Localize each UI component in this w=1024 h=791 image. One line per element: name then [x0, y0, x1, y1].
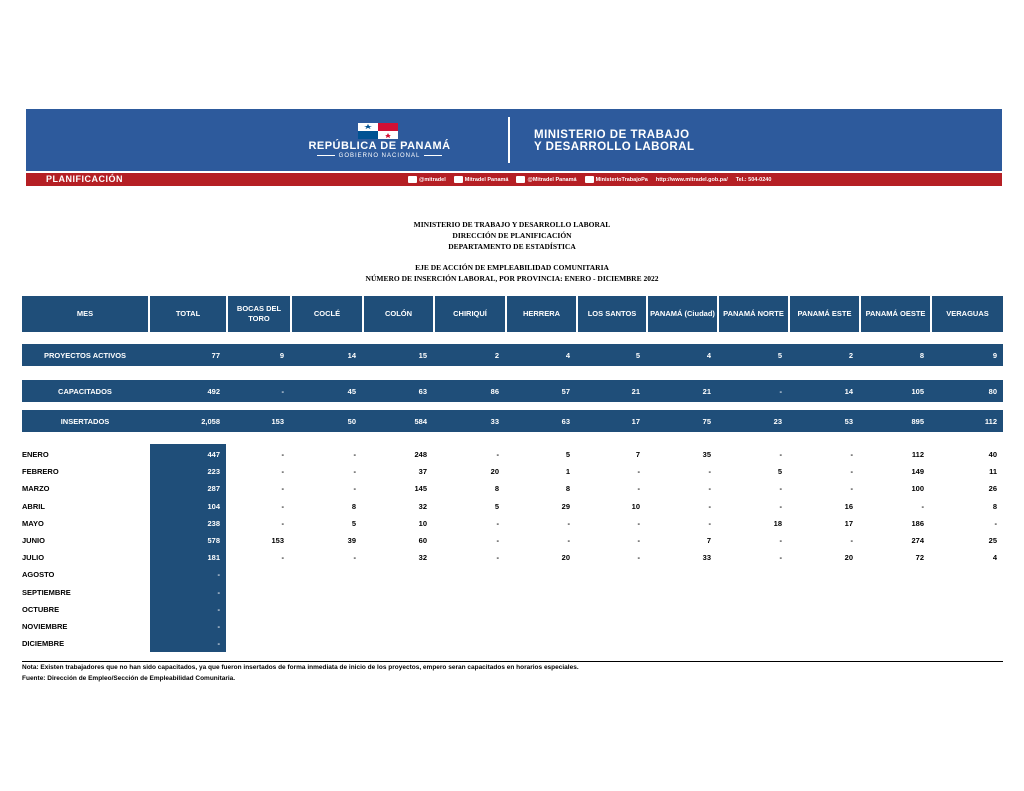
month-value: 72	[915, 553, 924, 563]
month-value: -	[281, 484, 284, 494]
summary-value: 492	[207, 386, 220, 396]
summary-value: 77	[211, 350, 220, 360]
month-row	[22, 463, 1003, 480]
column-header: PANAMÁ (Ciudad)	[648, 296, 717, 332]
month-value: -	[637, 467, 640, 477]
summary-value: 8	[919, 350, 924, 360]
ministerio-line1: MINISTERIO DE TRABAJO	[534, 129, 690, 141]
month-value: -	[850, 450, 853, 459]
month-value: -	[637, 553, 640, 563]
month-value: -	[281, 553, 284, 563]
summary-value: 63	[418, 386, 427, 396]
month-value: -	[779, 501, 782, 511]
month-value: -	[779, 450, 782, 459]
column-header: LOS SANTOS	[578, 296, 646, 332]
column-header: VERAGUAS	[932, 296, 1003, 332]
month-value: 5	[351, 518, 356, 528]
banner-top	[26, 109, 1002, 171]
column-header: TOTAL	[150, 296, 226, 332]
month-value: 39	[347, 536, 356, 545]
month-label: FEBRERO	[22, 467, 59, 477]
month-row	[22, 480, 1003, 497]
note-text: Nota: Existen trabajadores que no han sido capacitados, ya que fueron insertados de forma inmediata de inicio de los proyectos, empero seran capacitados en horarios especiales.	[22, 664, 579, 671]
summary-value: 895	[911, 416, 924, 426]
month-value: 100	[911, 484, 924, 494]
month-value: 35	[702, 450, 711, 459]
summary-value: 9	[992, 350, 997, 360]
month-label: ABRIL	[22, 501, 45, 511]
month-value: 11	[989, 467, 997, 477]
month-value: 7	[635, 450, 640, 459]
month-value: -	[496, 518, 499, 528]
month-label: NOVIEMBRE	[22, 622, 68, 631]
footer-rule	[22, 661, 1003, 662]
summary-value: 17	[631, 416, 640, 426]
title-numero: NÚMERO DE INSERCIÓN LABORAL, POR PROVINCIA: ENERO - DICIEMBRE 2022	[365, 274, 659, 283]
month-value: 25	[988, 536, 997, 545]
column-header: PANAMÁ NORTE	[719, 296, 788, 332]
month-value: -	[496, 536, 499, 545]
month-label: AGOSTO	[22, 570, 55, 580]
month-value: 60	[418, 536, 427, 545]
month-label: JULIO	[22, 553, 45, 563]
instagram-icon	[516, 176, 525, 183]
month-value: -	[496, 553, 499, 563]
ministerio-line2: Y DESARROLLO LABORAL	[534, 141, 695, 153]
summary-value: 50	[347, 416, 356, 426]
month-row	[22, 446, 1003, 463]
title-direccion: DIRECCIÓN DE PLANIFICACIÓN	[452, 231, 572, 240]
month-value: 32	[418, 553, 427, 563]
summary-value: 584	[414, 416, 427, 426]
month-value: 5	[565, 450, 570, 459]
summary-value: -	[779, 386, 782, 396]
month-value: 32	[418, 501, 427, 511]
month-value: -	[850, 467, 853, 477]
banner-separator	[508, 117, 510, 163]
month-value: 8	[565, 484, 570, 494]
month-label: ENERO	[22, 450, 49, 459]
summary-value: 2	[494, 350, 499, 360]
month-value: -	[708, 518, 711, 528]
month-total: 238	[207, 518, 220, 528]
summary-value: 23	[773, 416, 782, 426]
month-value: -	[708, 467, 711, 477]
month-value: -	[567, 518, 570, 528]
summary-value: 15	[418, 350, 427, 360]
youtube-icon	[585, 176, 594, 183]
summary-value: 21	[631, 386, 640, 396]
month-label: DICIEMBRE	[22, 639, 65, 649]
month-value: -	[567, 536, 570, 545]
month-value: 186	[911, 518, 924, 528]
month-value: 20	[490, 467, 499, 477]
month-row	[22, 566, 1003, 583]
month-label: SEPTIEMBRE	[22, 587, 71, 597]
summary-value: 33	[490, 416, 499, 426]
social-links	[408, 176, 771, 183]
twitter-icon	[408, 176, 417, 183]
summary-value: -	[281, 386, 284, 396]
social-instagram[interactable]: @Mitradel Panamá	[516, 176, 576, 183]
column-header: CHIRIQUÍ	[435, 296, 505, 332]
summary-value: 80	[988, 386, 997, 396]
month-total: -	[217, 639, 220, 649]
month-value: 18	[773, 518, 782, 528]
summary-value: 2,058	[201, 416, 220, 426]
month-row	[22, 549, 1003, 566]
month-value: 145	[414, 484, 427, 494]
month-value: 153	[271, 536, 284, 545]
month-value: -	[637, 518, 640, 528]
month-value: 7	[706, 536, 711, 545]
social-twitter[interactable]: @mitradel	[408, 176, 446, 183]
month-total: 447	[207, 450, 220, 459]
column-header: BOCAS DEL TORO	[228, 296, 290, 332]
month-label: OCTUBRE	[22, 604, 60, 614]
month-total: -	[217, 587, 220, 597]
summary-value: 5	[635, 350, 640, 360]
month-value: -	[496, 450, 499, 459]
column-header: COLÓN	[364, 296, 433, 332]
column-header: PANAMÁ ESTE	[790, 296, 859, 332]
title-block-1	[200, 219, 824, 252]
month-value: -	[281, 518, 284, 528]
summary-value: 21	[702, 386, 711, 396]
month-value: -	[281, 450, 284, 459]
month-value: -	[921, 501, 924, 511]
month-value: 33	[702, 553, 711, 563]
month-row	[22, 515, 1003, 532]
month-value: 26	[988, 484, 997, 494]
summary-value: 75	[702, 416, 711, 426]
month-value: 8	[992, 501, 997, 511]
summary-value: 4	[706, 350, 711, 360]
month-total: -	[217, 604, 220, 614]
summary-value: 2	[848, 350, 853, 360]
month-value: 248	[414, 450, 427, 459]
month-value: 20	[844, 553, 853, 563]
month-row	[22, 532, 1003, 549]
month-total: 223	[207, 467, 220, 477]
month-value: -	[779, 536, 782, 545]
title-eje: EJE DE ACCIÓN DE EMPLEABILIDAD COMUNITARIA	[415, 263, 609, 272]
month-value: -	[779, 484, 782, 494]
column-header: COCLÉ	[292, 296, 362, 332]
summary-value: 57	[561, 386, 570, 396]
title-ministerio: MINISTERIO DE TRABAJO Y DESARROLLO LABORAL	[413, 220, 611, 229]
facebook-icon	[454, 176, 463, 183]
month-label: MARZO	[22, 484, 50, 494]
summary-label: PROYECTOS ACTIVOS	[43, 350, 127, 360]
panama-flag-icon	[358, 123, 398, 139]
title-departamento: DEPARTAMENTO DE ESTADÍSTICA	[448, 242, 576, 251]
month-value: 20	[561, 553, 570, 563]
summary-value: 86	[490, 386, 499, 396]
month-label: JUNIO	[22, 536, 45, 545]
summary-label: CAPACITADOS	[58, 386, 112, 396]
month-value: 29	[561, 501, 570, 511]
summary-value: 153	[271, 416, 284, 426]
month-value: -	[850, 484, 853, 494]
month-total: -	[217, 570, 220, 580]
source-text: Fuente: Dirección de Empleo/Sección de Empleabilidad Comunitaria.	[22, 675, 236, 682]
social-youtube[interactable]: MinisterioTrabajoPa	[585, 176, 648, 183]
month-value: 10	[418, 518, 427, 528]
month-value: 17	[844, 518, 853, 528]
summary-value: 63	[561, 416, 570, 426]
month-value: 112	[911, 450, 924, 459]
month-value: 5	[777, 467, 782, 477]
header-banner	[26, 109, 1002, 186]
title-block-2	[200, 262, 824, 284]
month-total: 578	[207, 536, 220, 545]
month-value: 40	[988, 450, 997, 459]
summary-value: 5	[777, 350, 782, 360]
month-value: 5	[494, 501, 499, 511]
month-label: MAYO	[22, 518, 44, 528]
month-value: -	[281, 501, 284, 511]
month-value: 37	[418, 467, 427, 477]
summary-value: 53	[844, 416, 853, 426]
summary-value: 112	[984, 416, 997, 426]
month-value: -	[353, 553, 356, 563]
month-value: -	[779, 553, 782, 563]
month-value: 10	[631, 501, 640, 511]
month-value: -	[353, 450, 356, 459]
month-total: -	[217, 622, 220, 631]
summary-label: INSERTADOS	[60, 416, 110, 426]
month-row	[22, 635, 1003, 652]
month-row	[22, 584, 1003, 601]
summary-value: 9	[279, 350, 284, 360]
social-facebook[interactable]: Mitradel Panamá	[454, 176, 509, 183]
month-value: -	[708, 484, 711, 494]
summary-value: 105	[911, 386, 924, 396]
month-value: 1	[565, 467, 570, 477]
month-value: -	[353, 484, 356, 494]
summary-value: 45	[347, 386, 356, 396]
gobierno-subtitle	[276, 153, 483, 159]
month-value: 274	[911, 536, 924, 545]
month-value: -	[637, 536, 640, 545]
month-value: -	[708, 501, 711, 511]
month-total: 287	[207, 484, 220, 494]
month-total: 104	[207, 501, 220, 511]
column-header: MES	[22, 296, 148, 332]
summary-value: 14	[347, 350, 356, 360]
month-value: -	[353, 467, 356, 477]
month-total: 181	[207, 553, 220, 563]
month-value: -	[850, 536, 853, 545]
month-value: 8	[494, 484, 499, 494]
month-value: 16	[844, 501, 853, 511]
gobierno-label: GOBIERNO NACIONAL	[338, 153, 421, 159]
month-row	[22, 601, 1003, 618]
month-row	[22, 498, 1003, 515]
planificacion-label: PLANIFICACIÓN	[46, 174, 123, 184]
website-link[interactable]: http://www.mitradel.gob.pa/	[655, 176, 728, 183]
summary-value: 14	[844, 386, 853, 396]
month-value: 8	[351, 501, 356, 511]
republica-title: REPÚBLICA DE PANAMÁ	[308, 140, 451, 152]
month-value: 149	[911, 467, 924, 477]
month-value: -	[281, 467, 284, 477]
column-header: HERRERA	[507, 296, 576, 332]
month-row	[22, 618, 1003, 635]
month-value: 4	[992, 553, 997, 563]
column-header: PANAMÁ OESTE	[861, 296, 930, 332]
summary-value: 4	[565, 350, 570, 360]
month-value: -	[637, 484, 640, 494]
month-value: -	[994, 518, 997, 528]
phone-number: Tel.: 504-0240	[735, 176, 772, 183]
